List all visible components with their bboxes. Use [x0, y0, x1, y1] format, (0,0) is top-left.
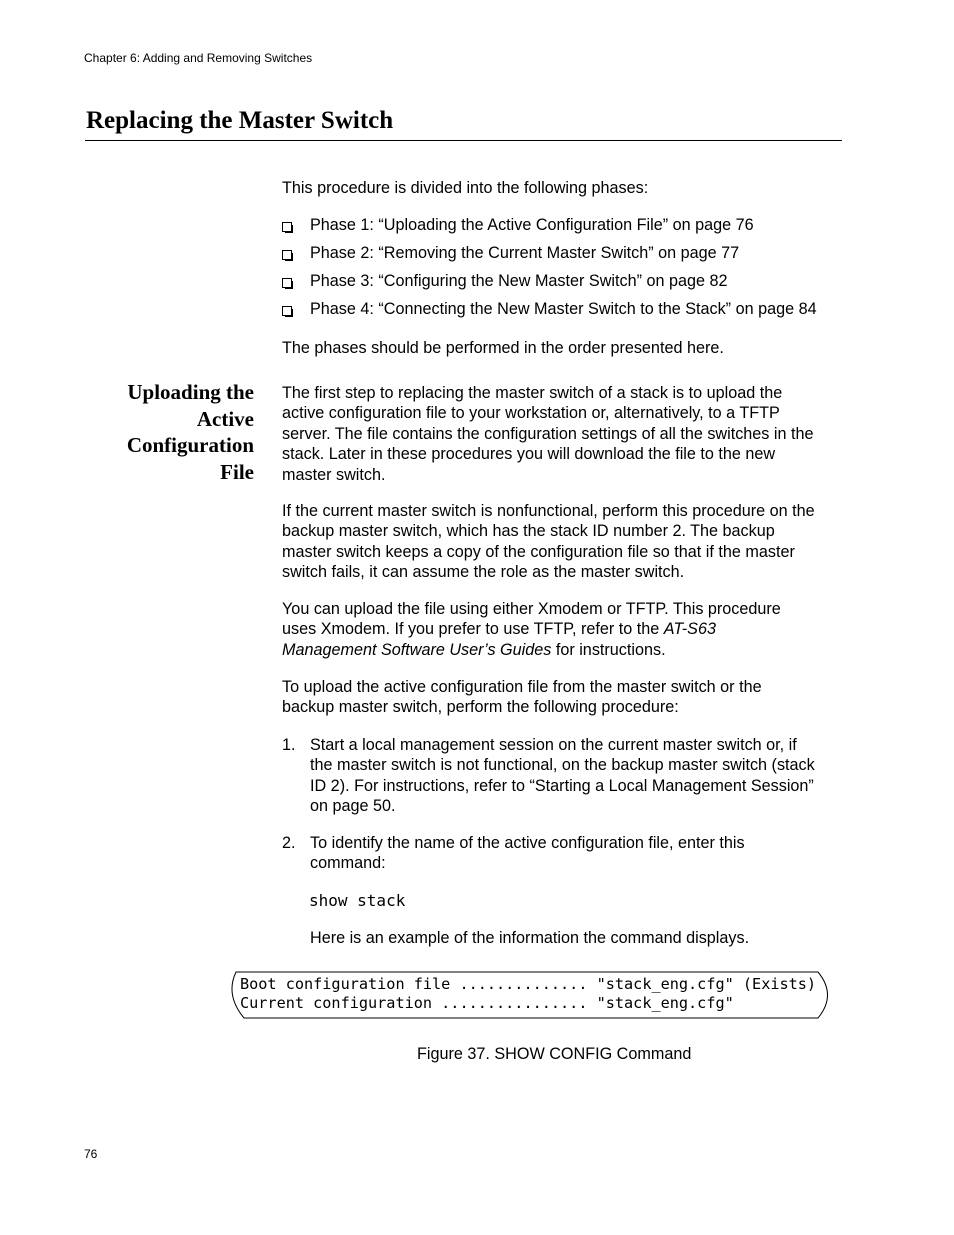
- text-span: uses Xmodem. If you prefer to use TFTP, refer to the: [282, 620, 664, 639]
- paragraph-2: [282, 501, 844, 583]
- text-line: [282, 619, 844, 639]
- intro-text: This procedure is divided into the following phases:: [282, 179, 649, 197]
- text-line: The first step to replacing the master switch of a stack is to upload the: [282, 384, 783, 402]
- step-number: 1.: [282, 736, 296, 754]
- text-line: Start a local management session on the current master switch or, if: [310, 736, 797, 754]
- paragraph-3: [282, 599, 844, 660]
- guide-title-part: AT-S63: [663, 620, 716, 639]
- example-intro: Here is an example of the information the command displays.: [310, 929, 750, 947]
- page-title: Replacing the Master Switch: [86, 107, 394, 134]
- section-heading: [74, 379, 254, 485]
- text-line: switch fails, it can assume the role as the master switch.: [282, 563, 685, 582]
- text-line: ID 2). For instructions, refer to “Starting a Local Management Session”: [310, 776, 814, 795]
- phase-item: Phase 3: “Configuring the New Master Switch” on page 82: [310, 272, 728, 290]
- text-line: To upload the active configuration file from the master switch or the: [282, 678, 762, 696]
- text-line: active configuration file to your workstation or, alternatively, to a TFTP: [282, 404, 780, 423]
- text-line: server. The file contains the configuration settings of all the switches in the: [282, 424, 814, 443]
- text-line: [282, 640, 844, 660]
- text-line: master switch keeps a copy of the configuration file so that if the master: [282, 542, 795, 561]
- section-heading-line: File: [220, 459, 254, 484]
- checkbox-bullet-icon: [282, 222, 292, 232]
- phase-item: Phase 4: “Connecting the New Master Switch to the Stack” on page 84: [310, 300, 817, 318]
- code-output-line: Boot configuration file .............. "stack_eng.cfg" (Exists): [240, 975, 817, 993]
- figure-caption: Figure 37. SHOW CONFIG Command: [417, 1045, 692, 1063]
- guide-title-part: Management Software User’s Guides: [282, 640, 552, 659]
- running-header: Chapter 6: Adding and Removing Switches: [84, 51, 313, 65]
- paragraph-1: [282, 383, 844, 485]
- page-number: 76: [84, 1147, 98, 1161]
- text-line: backup master switch, perform the following procedure:: [282, 698, 679, 717]
- section-heading-line: Configuration: [126, 433, 254, 457]
- text-span: for instructions.: [551, 640, 666, 659]
- phase-item: Phase 2: “Removing the Current Master Switch” on page 77: [310, 244, 740, 262]
- text-line: the master switch is not functional, on the backup master switch (stack: [310, 756, 815, 775]
- step-1-text: [310, 735, 844, 817]
- text-line: stack. Later in these procedures you will download the file to the new: [282, 445, 776, 464]
- text-line: To identify the name of the active configuration file, enter this: [310, 834, 745, 852]
- order-note: The phases should be performed in the order presented here.: [282, 339, 724, 357]
- checkbox-bullet-icon: [282, 250, 292, 260]
- text-line: command:: [310, 854, 386, 873]
- title-rule: [85, 140, 842, 141]
- text-line: If the current master switch is nonfunctional, perform this procedure on the: [282, 502, 815, 520]
- text-line: master switch.: [282, 465, 386, 484]
- section-heading-line: Uploading the: [127, 380, 254, 404]
- phase-item: Phase 1: “Uploading the Active Configuration File” on page 76: [310, 216, 754, 234]
- text-line: backup master switch, which has the stack ID number 2. The backup: [282, 522, 775, 541]
- text-line: You can upload the file using either Xmodem or TFTP. This procedure: [282, 600, 781, 618]
- text-line: on page 50.: [310, 797, 396, 816]
- step-number: 2.: [282, 834, 296, 852]
- step-2-text: [310, 833, 844, 874]
- section-heading-line: Active: [196, 406, 254, 431]
- checkbox-bullet-icon: [282, 306, 292, 316]
- checkbox-bullet-icon: [282, 278, 292, 288]
- command-text: show stack: [309, 891, 406, 910]
- code-output-line: Current configuration ................ "stack_eng.cfg": [240, 994, 734, 1012]
- paragraph-4: [282, 677, 844, 718]
